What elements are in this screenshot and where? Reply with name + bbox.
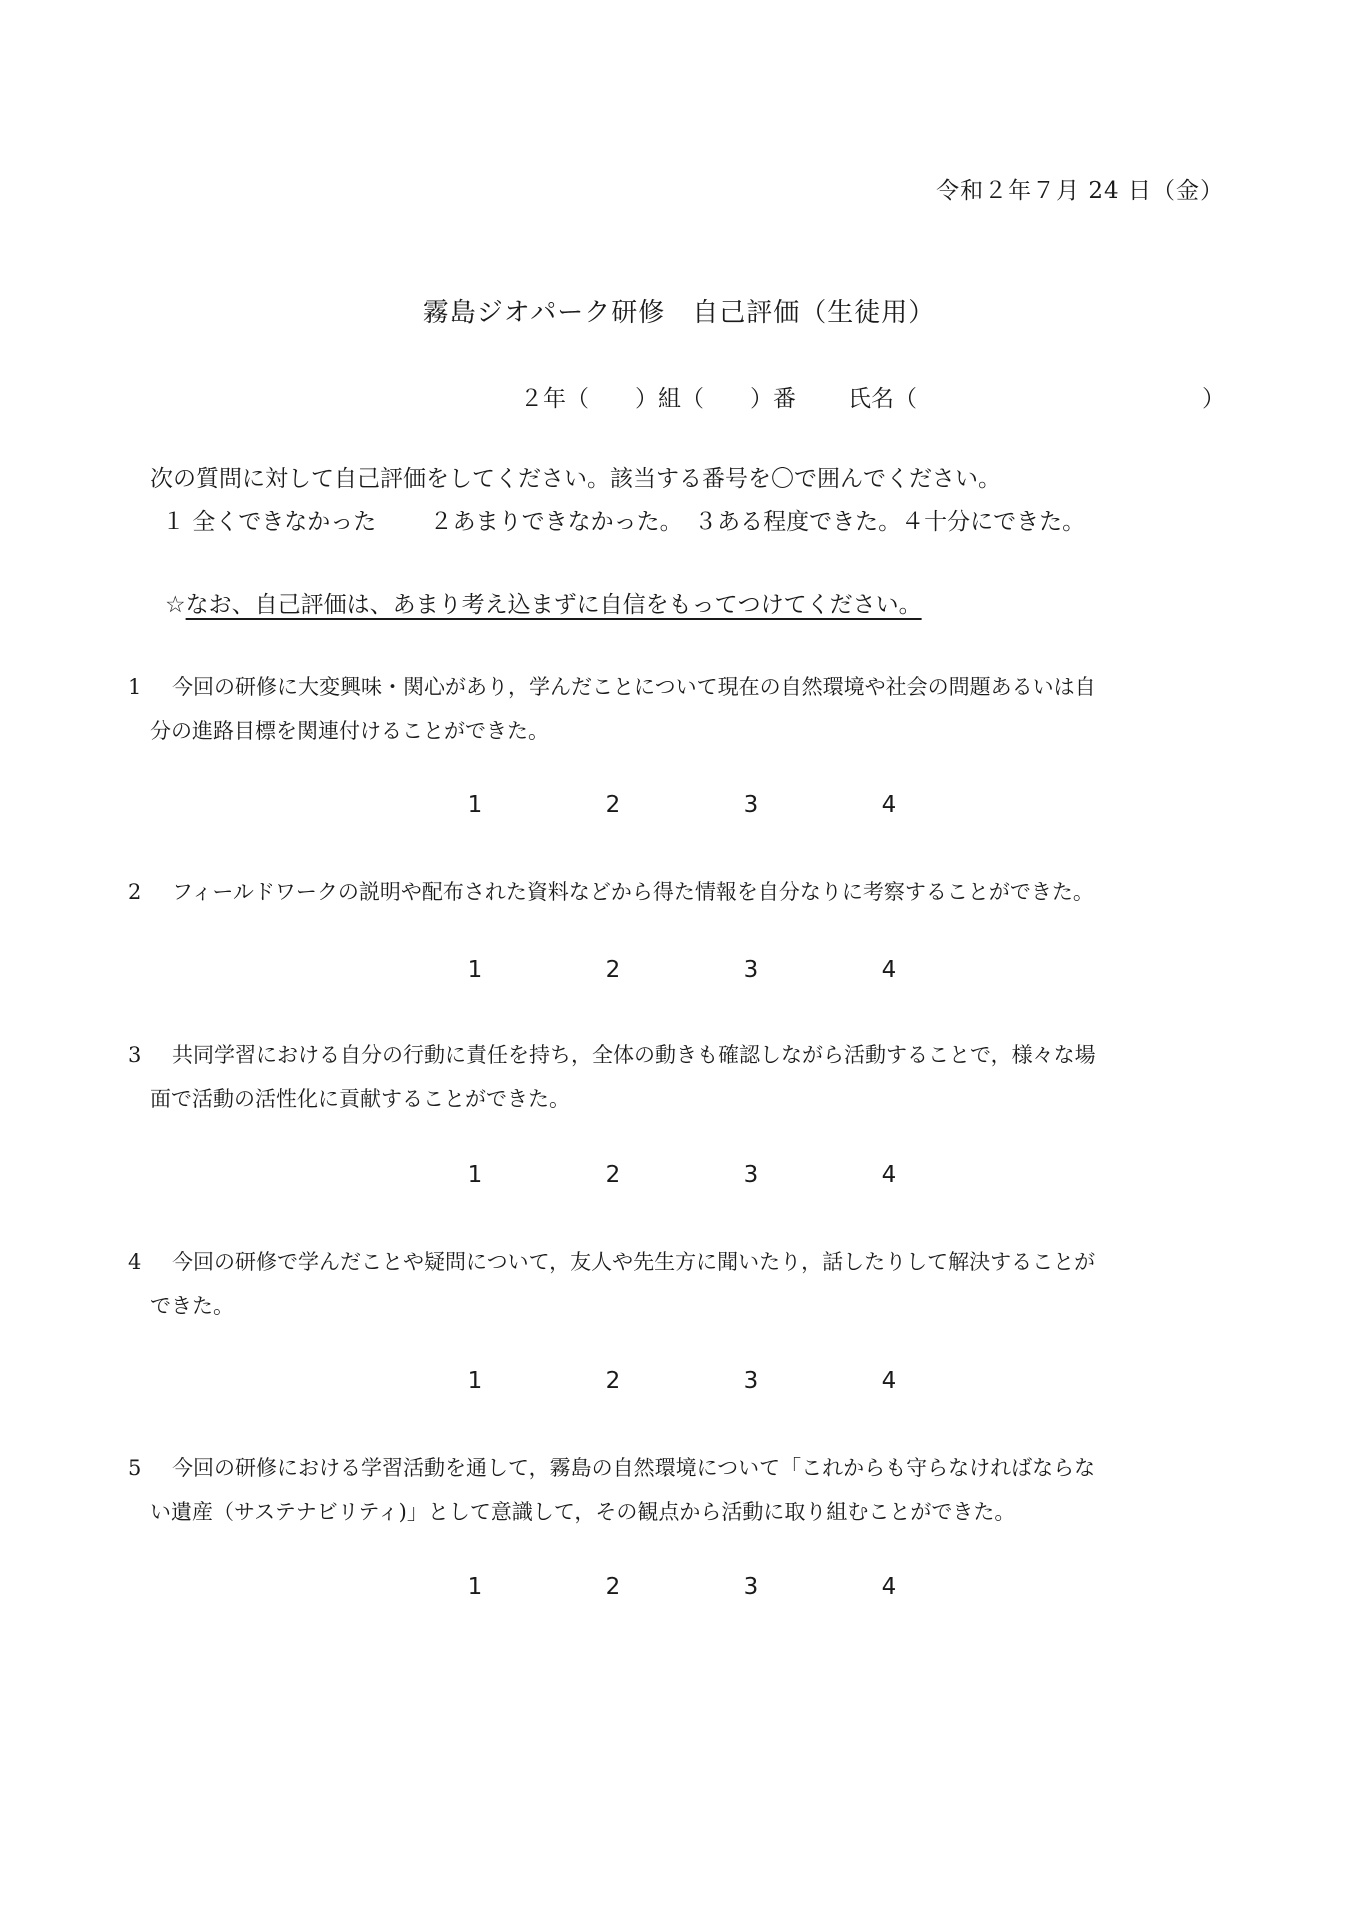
rating-option[interactable]: 1 — [467, 1162, 483, 1188]
rating-option[interactable]: 4 — [881, 1574, 897, 1600]
question-text-continued: 面で活動の活性化に貢献することができた。 — [150, 1087, 570, 1111]
instruction-line-2: １ 全くできなかった ２あまりできなかった。 ３ある程度できた。４十分にできた。 — [162, 509, 1086, 535]
rating-option[interactable]: 3 — [743, 1574, 759, 1600]
question-text-continued: 分の進路目標を関連付けることができた。 — [150, 719, 549, 743]
rating-option[interactable]: 1 — [467, 957, 483, 983]
question-number: 5 — [128, 1456, 142, 1480]
rating-option[interactable]: 2 — [605, 957, 621, 983]
document-title: 霧島ジオパーク研修 自己評価（生徒用） — [422, 298, 936, 328]
question-2 — [128, 870, 1238, 914]
question-text: 今回の研修で学んだことや疑問について，友人や先生方に聞いたり，話したりして解決することが — [172, 1250, 1096, 1274]
rating-option[interactable]: 2 — [605, 792, 621, 818]
rating-option[interactable]: 2 — [605, 1162, 621, 1188]
rating-option[interactable]: 1 — [467, 1574, 483, 1600]
rating-scale-3 — [0, 1162, 1358, 1192]
question-text: 今回の研修に大変興味・関心があり，学んだことについて現在の自然環境や社会の問題あるいは自 — [172, 675, 1096, 699]
note-line — [165, 586, 922, 619]
student-info-line — [520, 380, 1225, 413]
document-date: 令和２年７月 24 日（金） — [936, 178, 1224, 204]
rating-option[interactable]: 4 — [881, 792, 897, 818]
question-text-continued: できた。 — [150, 1294, 234, 1318]
question-number: 3 — [128, 1043, 142, 1067]
rating-scale-4 — [0, 1368, 1358, 1398]
question-text-continued: い遺産（サステナビリティ)」として意識して，その観点から活動に取り組むことができた。 — [150, 1500, 1016, 1524]
rating-option[interactable]: 1 — [467, 1368, 483, 1394]
rating-option[interactable]: 4 — [881, 1368, 897, 1394]
question-text: フィールドワークの説明や配布された資料などから得た情報を自分なりに考察することができた。 — [172, 880, 1094, 904]
rating-scale-1 — [0, 792, 1358, 822]
question-text: 共同学習における自分の行動に責任を持ち，全体の動きも確認しながら活動することで，様々な場 — [172, 1043, 1096, 1067]
rating-option[interactable]: 1 — [467, 792, 483, 818]
grade-class-number: ２年（ ）組（ ）番 — [520, 386, 796, 412]
rating-option[interactable]: 3 — [743, 957, 759, 983]
question-5 — [128, 1446, 1238, 1534]
question-3 — [128, 1033, 1238, 1121]
rating-scale-5 — [0, 1574, 1358, 1604]
question-number: 4 — [128, 1250, 142, 1274]
rating-scale-2 — [0, 957, 1358, 987]
rating-option[interactable]: 3 — [743, 1368, 759, 1394]
question-number: 1 — [128, 675, 142, 699]
rating-option[interactable]: 3 — [743, 1162, 759, 1188]
instruction-line-1: 次の質問に対して自己評価をしてください。該当する番号を〇で囲んでください。 — [150, 466, 1001, 492]
rating-option[interactable]: 4 — [881, 1162, 897, 1188]
question-4 — [128, 1240, 1238, 1328]
question-text: 今回の研修における学習活動を通して，霧島の自然環境について「これからも守らなければならな — [172, 1456, 1096, 1480]
note-text: なお、自己評価は、あまり考え込まずに自信をもってつけてください。 — [185, 592, 922, 618]
star-icon: ☆ — [165, 592, 186, 618]
rating-option[interactable]: 2 — [605, 1574, 621, 1600]
rating-option[interactable]: 4 — [881, 957, 897, 983]
name-close-paren: ） — [1202, 386, 1225, 412]
name-label: 氏名（ — [848, 386, 917, 412]
question-number: 2 — [128, 880, 142, 904]
question-1 — [128, 665, 1238, 753]
rating-option[interactable]: 3 — [743, 792, 759, 818]
rating-option[interactable]: 2 — [605, 1368, 621, 1394]
